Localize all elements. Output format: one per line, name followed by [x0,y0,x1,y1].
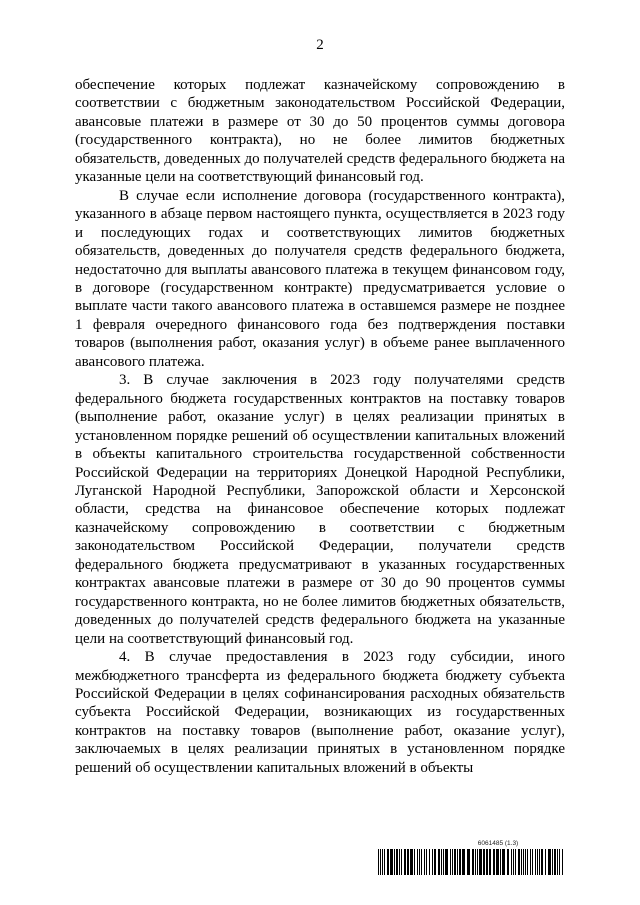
barcode-bar [554,849,556,875]
barcode-bar [562,849,563,875]
barcode-bar [443,849,444,875]
page-number: 2 [316,37,324,53]
barcode-bar [404,849,406,875]
barcode-bar [467,849,470,875]
barcode-bar [525,849,526,875]
barcode-bar [382,849,383,875]
barcode-icon [378,849,566,875]
barcode-bar [548,849,551,875]
barcode-bar [545,849,546,875]
barcode-bar [527,849,528,875]
barcode-bar [438,849,440,875]
barcode-bar [380,849,381,875]
barcode-bar [429,849,430,875]
paragraph-advance-payment-condition: В случае если исполнение договора (государственного контракта), указанного в абзаце первом настоящего пункта, осуществляется в 2023 году и последующих годах и соответствующих лимитов бюджетных обязательств, доведенных до получателя средств федерального бюджета, недостаточно для выплаты авансового платежа в текущем финансовом году, в договоре (государственном контракте) предусматривается условие о выплате части такого авансового платежа в оставшемся размере не позднее 1 февраля очередного финансового года без подтверждения поставки товаров (выполнения работ, оказания услуг) в объеме ранее выплаченного авансового платежа. [75,187,565,370]
barcode-bar [511,849,512,875]
barcode-bar [521,849,522,875]
barcode-bar [399,849,400,875]
barcode-bar [417,849,418,875]
document-code: 6061485 (1.3) [477,840,519,847]
barcode-bar [432,849,433,875]
barcode-bar [523,849,524,875]
barcode-bar [387,849,389,875]
barcode-bar [483,849,485,875]
barcode-bar [502,849,505,875]
barcode-bar [557,849,558,875]
barcode-bar [390,849,393,875]
barcode-bar [507,849,509,875]
barcode-bar [518,849,520,875]
barcode-bar [378,849,379,875]
barcode-bar [486,849,488,875]
barcode-bar [552,849,553,875]
barcode-bar [426,849,427,875]
barcode-bar [394,849,395,875]
barcode-bar [424,849,425,875]
barcode-bar [513,849,514,875]
paragraph-item-4: 4. В случае предоставления в 2023 году субсидии, иного межбюджетного трансферта из федерального бюджета бюджету субъекта Российской Федерации в целях софинансирования расходных обязательств субъекта Российской Федерации, возникающих из государственных контрактов на поставку товаров (выполнение работ, оказание услуг), заключаемых в целях реализации принятых в установленном порядке решений об осуществлении капитальных вложений в объекты [75,649,565,776]
barcode-bar [434,849,436,875]
barcode-bar [421,849,422,875]
barcode-bar [541,849,543,875]
barcode-bar [401,849,402,875]
barcode-bar [472,849,474,875]
paragraph-continuation: обеспечение которых подлежат казначейскому сопровождению в соответствии с бюджетным законодательством Российской Федерации, авансовые платежи в размере от 30 до 50 процентов суммы договора (государственного контракта), но не более лимитов бюджетных обязательств, доведенных до получателей средств федерального бюджета на указанные цели на соответствующий финансовый год. [75,77,565,186]
barcode-bar [500,849,501,875]
barcode-bar [462,849,465,875]
barcode-bar [441,849,442,875]
barcode-bar [457,849,458,875]
barcode-bar [515,849,516,875]
barcode-bar [532,849,533,875]
barcode-bar [559,849,560,875]
barcode-bar [414,849,415,875]
barcode-bar [454,849,456,875]
barcode-bar [493,849,495,875]
barcode-bar [407,849,409,875]
barcode-bar [445,849,448,875]
barcode-bar [477,849,478,875]
barcode-bar [475,849,476,875]
barcode-bar [396,849,398,875]
barcode-bar [537,849,538,875]
barcode-bar [489,849,491,875]
barcode-bar [452,849,453,875]
barcode-bar [419,849,420,875]
barcode-bar [539,849,540,875]
barcode-bar [384,849,385,875]
barcode-bar [479,849,482,875]
document-body [75,76,565,777]
barcode-bar [410,849,413,875]
barcode-bar [459,849,461,875]
paragraph-item-3: 3. В случае заключения в 2023 году получателями средств федерального бюджета государственных контрактов на поставку товаров (выполнение работ, оказание услуг) в целях реализации принятых в установленном порядке решений об осуществлении капитальных вложений в объекты капитального строительства государственной собственности Российской Федерации на территориях Донецкой Народной Республики, Луганской Народной Республики, Запорожской области и Херсонской области, средства на финансовое обеспечение которых подлежат казначейскому сопровождению в соответствии с бюджетным законодательством Российской Федерации, получатели средств федерального бюджета предусматривают в указанных государственных контрактах авансовые платежи в размере от 30 до 90 процентов суммы государственного контракта, но не более лимитов бюджетных обязательств, доведенных до получателей средств федерального бюджета на указанные цели на соответствующий финансовый год. [75,372,565,647]
barcode-bar [496,849,499,875]
barcode-bar [530,849,531,875]
barcode-bar [535,849,536,875]
barcode-bar [450,849,451,875]
